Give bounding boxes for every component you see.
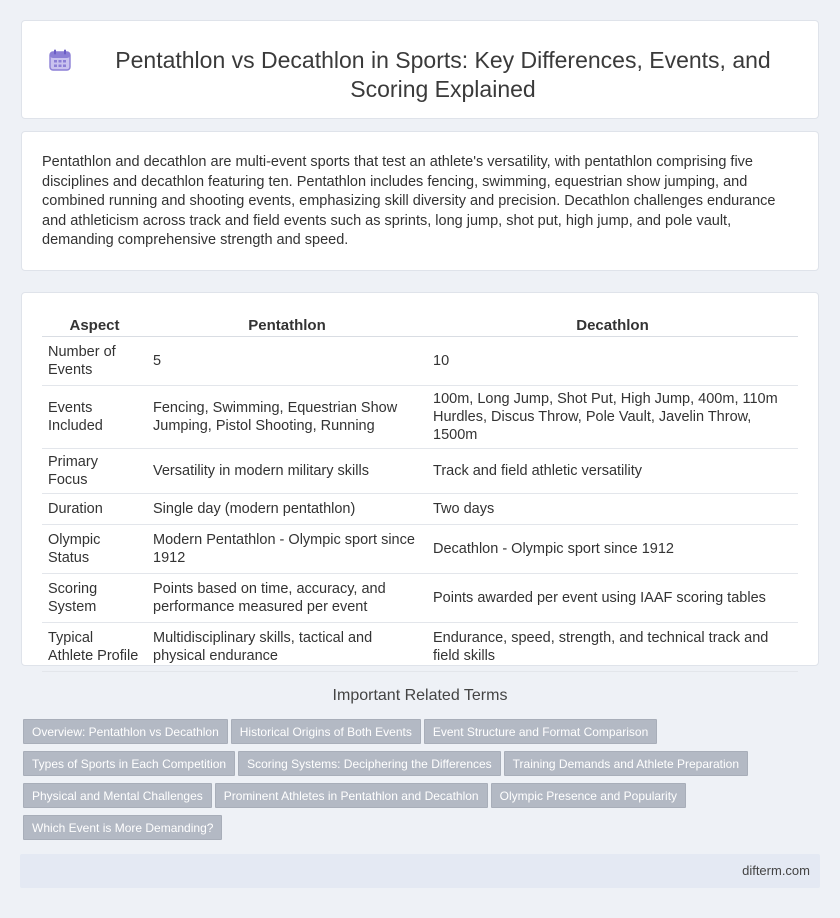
related-terms-list xyxy=(23,719,823,847)
related-term-tag[interactable]: Overview: Pentathlon vs Decathlon xyxy=(23,719,228,744)
table-row xyxy=(42,494,798,525)
row-pentathlon: Versatility in modern military skills xyxy=(147,449,427,494)
row-decathlon: Endurance, speed, strength, and technical track and field skills xyxy=(427,623,798,672)
related-term-tag[interactable]: Prominent Athletes in Pentathlon and Decathlon xyxy=(215,783,488,808)
row-pentathlon: 5 xyxy=(147,337,427,386)
row-aspect: Number of Events xyxy=(42,337,147,386)
row-decathlon: Decathlon - Olympic sport since 1912 xyxy=(427,525,798,574)
related-term-tag[interactable]: Event Structure and Format Comparison xyxy=(424,719,657,744)
related-terms-title: Important Related Terms xyxy=(332,687,508,704)
intro-card xyxy=(21,131,819,271)
footer-brand[interactable]: difterm.com xyxy=(742,863,810,878)
table-row xyxy=(42,449,798,494)
related-term-tag[interactable]: Physical and Mental Challenges xyxy=(23,783,212,808)
row-decathlon: Points awarded per event using IAAF scoring tables xyxy=(427,574,798,623)
related-term-tag[interactable]: Training Demands and Athlete Preparation xyxy=(504,751,748,776)
header-aspect: Aspect xyxy=(42,313,147,337)
footer xyxy=(20,854,820,888)
row-pentathlon: Multidisciplinary skills, tactical and physical endurance xyxy=(147,623,427,672)
row-aspect: Events Included xyxy=(42,386,147,449)
row-pentathlon: Fencing, Swimming, Equestrian Show Jumping, Pistol Shooting, Running xyxy=(147,386,427,449)
intro-paragraph: Pentathlon and decathlon are multi-event sports that test an athlete's versatility, with pentathlon comprising five disciplines and decathlon featuring ten. Pentathlon includes fencing, swimming, equestrian show jumping, and combined running and shooting events, emphasizing skill diversity and precision. Decathlon challenges endurance and athleticism across track and field events such as sprints, long jump, shot put, high jump, and pole vault, demanding comprehensive strength and speed. xyxy=(42,154,776,249)
row-aspect: Primary Focus xyxy=(42,449,147,494)
comparison-table xyxy=(42,313,798,672)
row-decathlon: Track and field athletic versatility xyxy=(427,449,798,494)
row-pentathlon: Points based on time, accuracy, and performance measured per event xyxy=(147,574,427,623)
header-pentathlon: Pentathlon xyxy=(147,313,427,337)
table-row xyxy=(42,525,798,574)
row-aspect: Olympic Status xyxy=(42,525,147,574)
page-title: Pentathlon vs Decathlon in Sports: Key Differences, Events, and Scoring Explained xyxy=(115,47,771,102)
row-decathlon: 10 xyxy=(427,337,798,386)
related-term-tag[interactable]: Olympic Presence and Popularity xyxy=(491,783,686,808)
row-aspect: Typical Athlete Profile xyxy=(42,623,147,672)
row-pentathlon: Single day (modern pentathlon) xyxy=(147,494,427,525)
related-term-tag[interactable]: Types of Sports in Each Competition xyxy=(23,751,235,776)
row-aspect: Scoring System xyxy=(42,574,147,623)
related-term-tag[interactable]: Which Event is More Demanding? xyxy=(23,815,222,840)
row-aspect: Duration xyxy=(42,494,147,525)
table-row xyxy=(42,386,798,449)
table-row xyxy=(42,337,798,386)
row-decathlon: 100m, Long Jump, Shot Put, High Jump, 400m, 110m Hurdles, Discus Throw, Pole Vault, Javelin Throw, 1500m xyxy=(427,386,798,449)
related-term-tag[interactable]: Scoring Systems: Deciphering the Differences xyxy=(238,751,501,776)
calendar-icon xyxy=(47,47,73,73)
related-term-tag[interactable]: Historical Origins of Both Events xyxy=(231,719,421,744)
table-header-row xyxy=(42,313,798,337)
table-row xyxy=(42,623,798,672)
table-row xyxy=(42,574,798,623)
comparison-table-card xyxy=(21,292,819,666)
header-decathlon: Decathlon xyxy=(427,313,798,337)
title-card xyxy=(21,20,819,119)
row-pentathlon: Modern Pentathlon - Olympic sport since 1912 xyxy=(147,525,427,574)
row-decathlon: Two days xyxy=(427,494,798,525)
